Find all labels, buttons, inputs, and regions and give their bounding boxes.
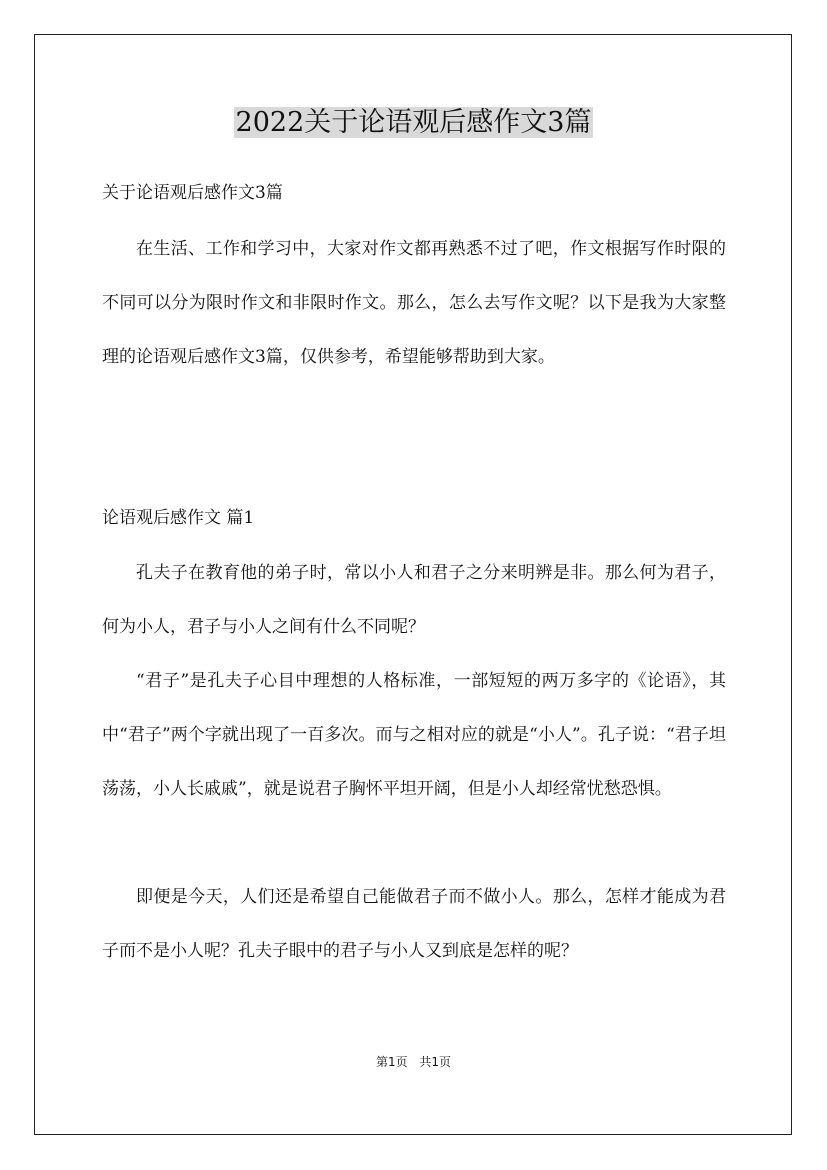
body-paragraph-3: 即便是今天，人们还是希望自己能做君子而不做小人。那么，怎样才能成为君子而不是小人呢？孔夫子眼中的君子与小人又到底是怎样的呢？ — [102, 887, 726, 961]
section-heading: 论语观后感作文 篇1 — [102, 508, 255, 528]
intro-paragraph: 在生活、工作和学习中，大家对作文都再熟悉不过了吧，作文根据写作时限的不同可以分为限时作文和非限时作文。那么，怎么去写作文呢？以下是我为大家整理的论语观后感作文3篇，仅供参考，希望能够帮助到大家。 — [102, 239, 726, 367]
page-footer — [0, 1053, 827, 1070]
page-number-current: 第1页 — [375, 1055, 408, 1069]
body-paragraph-1: 孔夫子在教育他的弟子时，常以小人和君子之分来明辨是非。那么何为君子，何为小人，君子与小人之间有什么不同呢？ — [102, 563, 726, 637]
document-title — [0, 103, 827, 143]
page-number-total: 共1页 — [419, 1055, 452, 1069]
document-title-text: 2022关于论语观后感作文3篇 — [235, 107, 592, 138]
body-paragraph-2: “君子”是孔夫子心目中理想的人格标准，一部短短的两万多字的《论语》，其中“君子”两个字就出现了一百多次。而与之相对应的就是“小人”。孔子说：“君子坦荡荡，小人长戚戚”，就是说君子胸怀平坦开阔，但是小人却经常忧愁恐惧。 — [102, 671, 726, 799]
document-subtitle: 关于论语观后感作文3篇 — [102, 183, 283, 203]
